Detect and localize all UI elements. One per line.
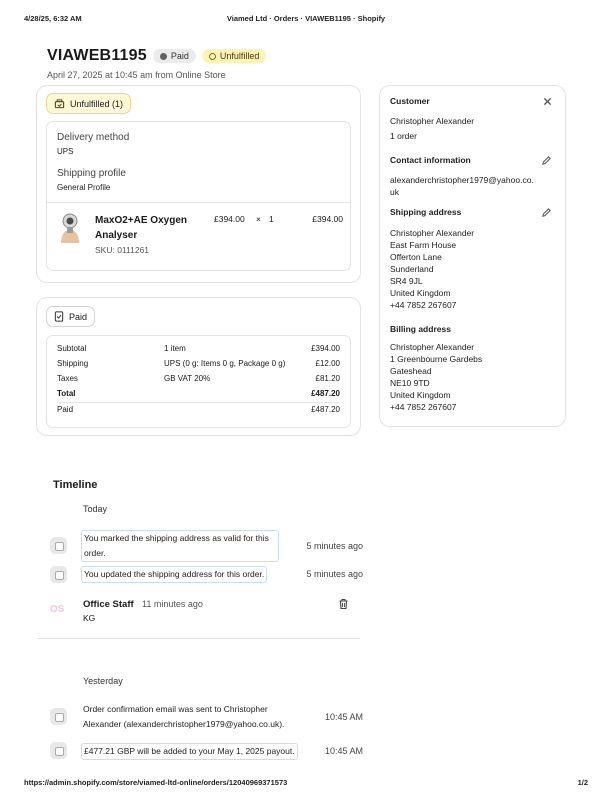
line-total: £394.00 [312,214,343,224]
summary-amount: £12.00 [315,359,340,368]
staff-avatar: OS [50,604,65,615]
product-name[interactable] [95,213,187,243]
shipping-line: SR4 9JL [390,276,423,286]
timeline-event-time: 5 minutes ago [306,541,363,551]
summary-detail: GB VAT 20% [164,374,211,383]
receipt-check-icon [54,311,64,322]
shipping-address [390,227,474,311]
product-sku: SKU: 0111261 [95,245,150,255]
paid-dot-icon [160,53,167,60]
unfulfilled-ring-icon [209,53,216,60]
line-item [47,202,352,270]
summary-label: Taxes [57,374,78,383]
summary-detail: UPS (0 g: Items 0 g, Package 0 g) [164,359,286,368]
order-subtitle: April 27, 2025 at 10:45 am from Online Store [47,70,226,80]
summary-row-total [57,389,340,401]
staff-comment-time: 11 minutes ago [142,599,203,609]
shipping-line: Christopher Alexander [390,228,475,238]
delivery-method-label: Delivery method [57,132,130,143]
summary-divider [57,402,340,403]
summary-amount: £394.00 [311,344,340,353]
billing-address [390,341,482,413]
paid-status-pill [46,306,95,327]
paid-badge-label: Paid [170,51,189,61]
summary-amount: £81.20 [315,374,340,383]
product-thumbnail[interactable] [57,212,83,244]
event-text-line1: Order confirmation email was sent to Christopher [83,704,268,714]
billing-line: Gateshead [390,366,432,376]
customer-name[interactable]: Christopher Alexander [390,116,475,126]
timeline-event-time: 5 minutes ago [306,569,363,579]
timeline-day-today: Today [83,504,108,514]
billing-line: +44 7852 267607 [390,402,457,412]
timeline-event-payout: £477.21 GBP will be added to your May 1, 2025 payout. [81,743,298,760]
product-name-line2[interactable]: Analyser [95,230,138,241]
staff-comment-text: KG [83,613,96,623]
email-line2[interactable]: uk [390,187,399,197]
paid-status-label: Paid [69,311,88,322]
order-header [47,47,266,65]
summary-label: Shipping [57,359,89,368]
payment-card [37,298,360,435]
customer-card [380,86,565,426]
print-datetime: 4/28/25, 6:32 AM [24,14,82,23]
unit-price: £394.00 [214,214,245,224]
timeline-day-yesterday: Yesterday [83,676,123,686]
unfulfilled-status-pill [46,93,131,114]
summary-amount: £487.20 [311,389,340,398]
fulfillment-card [37,86,360,282]
shipping-line: Offerton Lane [390,252,442,262]
print-url: https://admin.shopify.com/store/viamed-ltd-online/orders/12040969371573 [24,778,288,787]
fulfillment-details [46,121,351,271]
contact-email[interactable] [390,174,534,198]
edit-pencil-icon[interactable] [541,207,552,218]
delete-trash-icon[interactable] [338,598,349,610]
shipping-profile-label: Shipping profile [57,168,126,179]
shipping-address-heading: Shipping address [390,207,462,217]
payment-summary [46,335,351,428]
contact-heading: Contact information [390,155,471,165]
staff-name: Office Staff [83,599,134,610]
summary-label: Total [57,389,76,398]
times-sign: × [256,214,261,224]
order-id: VIAWEB1195 [47,47,147,64]
print-page-title: Viamed Ltd · Orders · VIAWEB1195 · Shopify [226,14,386,23]
summary-row-shipping [57,359,340,371]
billing-line: 1 Greenbourne Gardebs [390,354,483,364]
billing-line: Christopher Alexander [390,342,475,352]
shipping-line: +44 7852 267607 [390,300,457,310]
unfulfilled-status-label: Unfulfilled (1) [70,98,124,109]
email-line1[interactable]: alexanderchristopher1979@yahoo.co. [390,175,534,185]
timeline-event-icon [50,566,67,583]
summary-label: Subtotal [57,344,87,353]
close-icon[interactable] [543,97,552,106]
timeline-event-time: 10:45 AM [324,712,363,722]
timeline-event-icon [50,742,67,759]
summary-row-subtotal [57,344,340,356]
shipping-line: United Kingdom [390,288,451,298]
timeline-event-confirmation-email [81,702,286,732]
unfulfilled-badge-label: Unfulfilled [219,51,260,61]
summary-amount: £487.20 [311,405,340,414]
customer-heading: Customer [390,96,430,106]
shipping-line: Sunderland [390,264,434,274]
quantity: 1 [269,214,274,224]
edit-pencil-icon[interactable] [541,155,552,166]
paid-badge [153,49,196,63]
customer-orders[interactable]: 1 order [390,131,417,141]
event-text-line2: Alexander (alexanderchristopher1979@yahoo.co.uk). [83,719,285,729]
timeline-title: Timeline [53,479,98,491]
product-name-line1[interactable]: MaxO2+AE Oxygen [95,215,187,226]
fulfillment-box-icon [54,98,65,109]
unfulfilled-badge [202,49,267,63]
timeline-event-time: 10:45 AM [324,746,363,756]
billing-address-heading: Billing address [390,324,451,334]
delivery-method-value: UPS [57,147,74,156]
event-text-line1: You marked the shipping address as valid for this [84,533,269,543]
summary-row-paid [57,405,340,417]
timeline-event-address-validated [81,530,279,562]
shipping-line: East Farm House [390,240,457,250]
timeline-event-address-updated: You updated the shipping address for this order. [81,566,267,583]
timeline-divider [37,638,360,639]
timeline-event-icon [50,537,67,554]
billing-line: NE10 9TD [390,378,430,388]
billing-line: United Kingdom [390,390,451,400]
summary-row-taxes [57,374,340,386]
shipping-profile-value: General Profile [57,183,111,192]
summary-detail: 1 item [164,344,186,353]
summary-label: Paid [57,405,74,414]
event-text-line2: order. [84,548,106,558]
print-page-number: 1/2 [577,778,588,787]
timeline-event-icon [50,708,67,725]
